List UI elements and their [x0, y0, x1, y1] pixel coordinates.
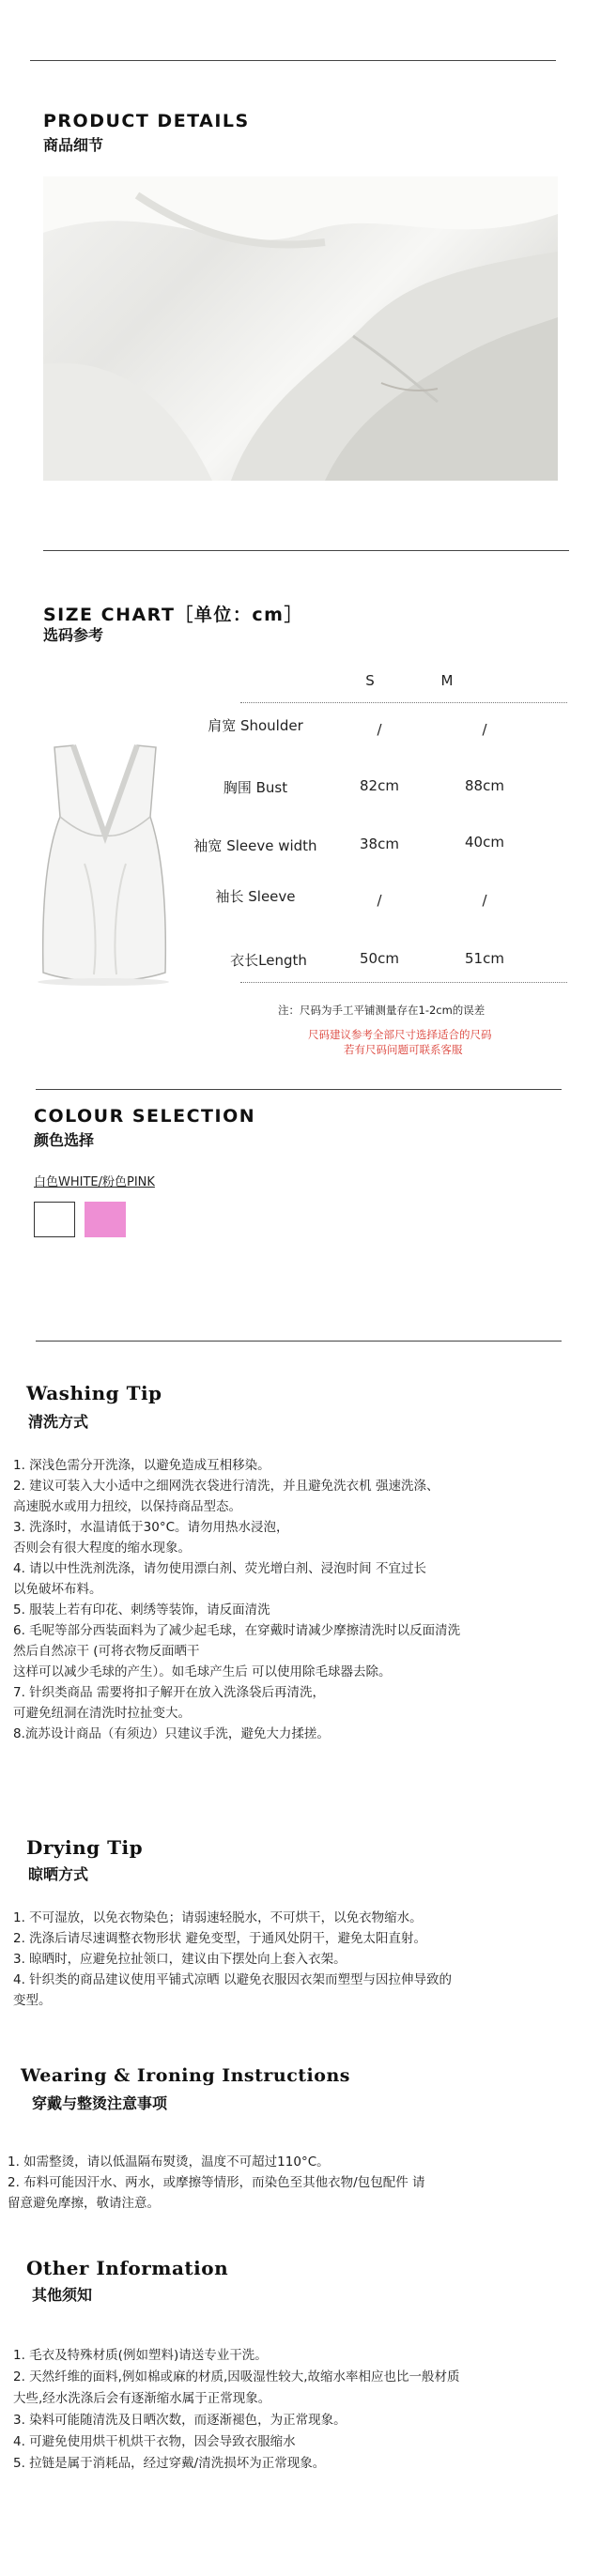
row-label-sleeve-width: 袖宽 Sleeve width [193, 837, 317, 854]
row-label-length: 衣长Length [230, 952, 307, 969]
shoulder-s: / [377, 721, 382, 738]
sleeve-s: / [377, 892, 382, 909]
size-chart-divider [43, 550, 569, 551]
size-advice-line2: 若有尺码问题可联系客服 [344, 1043, 463, 1056]
drying-tip-title: Drying Tip [26, 1836, 144, 1859]
bust-s: 82cm [360, 777, 399, 794]
colour-options-label: 白色WHITE/粉色PINK [34, 1175, 155, 1189]
length-s: 50cm [360, 950, 399, 967]
sleeve-width-m: 40cm [465, 834, 504, 851]
other-line: 3. 染料可能随清洗及日晒次数，而逐渐褪色，为正常现象。 [13, 2413, 347, 2428]
swatch-white[interactable] [34, 1202, 75, 1237]
washing-line: 3. 洗涤时，水温请低于30°C。请勿用热水浸泡， [13, 1520, 289, 1535]
washing-line: 然后自然凉干 (可将衣物反面晒干 [13, 1644, 200, 1659]
other-list [13, 2345, 460, 2475]
other-info-title: Other Information [26, 2257, 229, 2279]
size-column-s: S [365, 672, 375, 689]
washing-tip-title: Washing Tip [26, 1382, 162, 1404]
drying-list [13, 1908, 452, 2011]
garment-sketch [19, 732, 188, 995]
measurement-note: 注：尺码为手工平铺测量存在1-2cm的误差 [278, 1004, 485, 1017]
product-details-title: PRODUCT DETAILS [43, 111, 250, 131]
washing-line: 以免破坏布料。 [13, 1582, 102, 1597]
other-line: 1. 毛衣及特殊材质(例如塑料)请送专业干洗。 [13, 2348, 268, 2363]
fabric-detail-photo [43, 176, 558, 481]
drying-line: 2. 洗涤后请尽速调整衣物形状 避免变型，于通风处阴干，避免太阳直射。 [13, 1931, 426, 1946]
washing-line: 可避免纽洞在清洗时拉扯变大。 [13, 1706, 191, 1721]
wearing-line: 1. 如需整烫，请以低温隔布熨烫，温度不可超过110°C。 [8, 2154, 330, 2170]
shoulder-m: / [482, 721, 487, 738]
drying-tip-subtitle: 晾晒方式 [28, 1865, 89, 1883]
washing-line: 高速脱水或用力扭绞，以保持商品型态。 [13, 1499, 241, 1514]
size-chart-subtitle: 选码参考 [43, 626, 104, 644]
size-advice-line1: 尺码建议参考全部尺寸选择适合的尺码 [308, 1028, 492, 1041]
washing-line: 4. 请以中性洗剂洗涤，请勿使用漂白剂、荧光增白剂、浸泡时间 不宜过长 [13, 1561, 426, 1576]
wearing-ironing-title: Wearing & Ironing Instructions [21, 2065, 350, 2086]
drying-line: 变型。 [13, 1993, 52, 2008]
size-footer-divider [240, 982, 567, 983]
bust-m: 88cm [465, 777, 504, 794]
washing-line: 这样可以减少毛球的产生）。如毛球产生后 可以使用除毛球器去除。 [13, 1664, 392, 1679]
washing-line: 否则会有很大程度的缩水现象。 [13, 1541, 191, 1556]
size-header-divider [240, 702, 567, 703]
wearing-list [8, 2152, 425, 2214]
wearing-line: 2. 布料可能因汗水、两水，或摩擦等情形，而染色至其他衣物/包包配件 请 [8, 2175, 425, 2190]
washing-line: 8.流苏设计商品（有须边）只建议手洗，避免大力揉搓。 [13, 1726, 330, 1741]
drying-line: 1. 不可湿放，以免衣物染色；请弱速轻脱水，不可烘干，以免衣物缩水。 [13, 1910, 423, 1925]
top-divider [30, 60, 556, 61]
row-label-shoulder: 肩宽 Shoulder [208, 717, 303, 734]
colour-selection-title: COLOUR SELECTION [34, 1106, 256, 1127]
colour-divider [36, 1089, 562, 1090]
drying-line: 4. 针织类的商品建议使用平铺式凉晒 以避免衣服因衣架而塑型与因拉伸导致的 [13, 1972, 452, 1987]
washing-divider [36, 1341, 562, 1342]
washing-line: 7. 针织类商品 需要将扣子解开在放入洗涤袋后再清洗， [13, 1685, 325, 1700]
other-line: 5. 拉链是属于消耗品，经过穿戴/清洗损坏为正常现象。 [13, 2456, 326, 2471]
washing-line: 5. 服装上若有印花、刺绣等装饰，请反面清洗 [13, 1602, 270, 1618]
other-line: 4. 可避免使用烘干机烘干衣物，因会导致衣服缩水 [13, 2434, 296, 2449]
size-column-m: M [440, 672, 454, 689]
colour-selection-subtitle: 颜色选择 [34, 1131, 95, 1149]
washing-line: 2. 建议可装入大小适中之细网洗衣袋进行清洗，并且避免洗衣机 强速洗涤、 [13, 1479, 439, 1494]
washing-line: 1. 深浅色需分开洗涤，以避免造成互相移染。 [13, 1458, 270, 1473]
sleeve-m: / [482, 892, 487, 909]
other-line: 大些,经水洗涤后会有逐渐缩水属于正常现象。 [13, 2391, 271, 2406]
length-m: 51cm [465, 950, 504, 967]
other-line: 2. 天然纤维的面料,例如棉或麻的材质,因吸湿性较大,故缩水率相应也比一般材质 [13, 2369, 460, 2384]
swatch-pink[interactable] [85, 1202, 126, 1237]
drying-line: 3. 晾晒时，应避免拉扯领口，建议由下摆处向上套入衣架。 [13, 1952, 347, 1967]
sleeve-width-s: 38cm [360, 836, 399, 852]
wearing-line: 留意避免摩擦，敬请注意。 [8, 2196, 160, 2211]
row-label-bust: 胸围 Bust [223, 779, 288, 796]
product-details-subtitle: 商品细节 [43, 136, 104, 154]
washing-list [13, 1455, 460, 1744]
washing-line: 6. 毛呢等部分西装面料为了减少起毛球，在穿戴时请减少摩擦清洗时以反面清洗 [13, 1623, 461, 1638]
row-label-sleeve: 袖长 Sleeve [215, 888, 296, 905]
wearing-ironing-subtitle: 穿戴与整烫注意事项 [32, 2094, 168, 2112]
other-info-subtitle: 其他须知 [32, 2286, 93, 2304]
size-chart-title: SIZE CHART［单位：cm］ [43, 605, 303, 625]
washing-tip-subtitle: 清洗方式 [28, 1413, 89, 1431]
